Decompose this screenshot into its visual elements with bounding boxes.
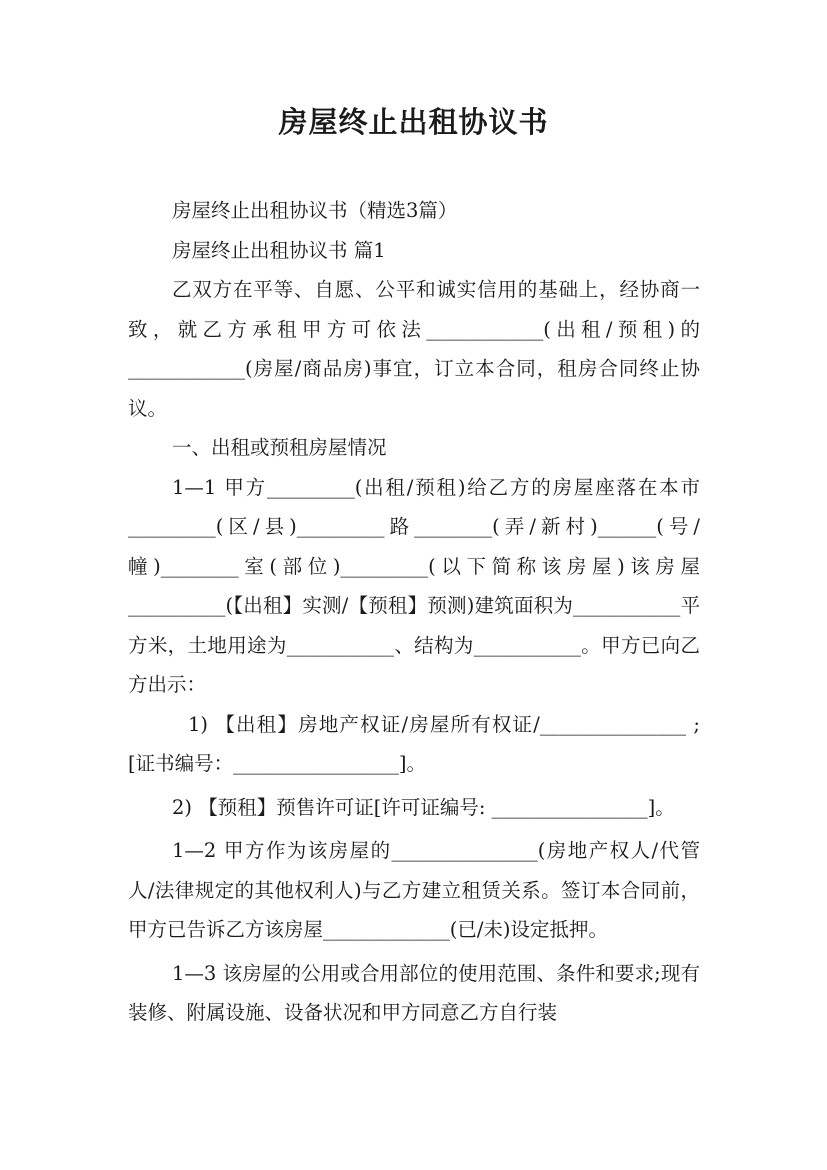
paragraph-item-2: 2) 【预租】预售许可证[许可证编号: ________________]。 <box>172 795 675 819</box>
paragraph-clause-1-1: 1—1 甲方_________(出租/预租)给乙方的房屋座落在本市_________(区/县)_________路________(弄/新村)______(号/幢)________室(部位)_________(以下简称该房屋)该房屋__________(【出租】实测/【预租】预测)建筑面积为___________平方米，土地用途为___________、结构为___________。甲方已向乙方出示： <box>128 475 700 696</box>
paragraph-clause-1-3: 1—3 该房屋的公用或合用部位的使用范围、条件和要求;现有装修、附属设施、设备状况和甲方同意乙方自行装 <box>128 961 700 1024</box>
document-title: 房屋终止出租协议书 <box>278 105 549 139</box>
paragraph-subtitle: 房屋终止出租协议书（精选3篇） <box>172 199 458 222</box>
paragraph-item-1: 1) 【出租】房地产权证/房屋所有权证/_______________ ;[证书编号：_________________]。 <box>128 712 700 775</box>
paragraph-clause-1-2: 1—2 甲方作为该房屋的_______________(房地产权人/代管人/法律规定的其他权利人)与乙方建立租赁关系。签订本合同前，甲方已告诉乙方该房屋_____________(已/未)设定抵押。 <box>128 839 700 941</box>
paragraph-intro: 乙双方在平等、自愿、公平和诚实信用的基础上，经协商一致，就乙方承租甲方可依法____________(出租/预租)的____________(房屋/商品房)事宜，订立本合同，租房合同终止协议。 <box>128 278 700 420</box>
document-body <box>128 191 700 1033</box>
paragraph-section-heading: 房屋终止出租协议书 篇1 <box>172 238 386 262</box>
paragraph-heading-1: 一、出租或预租房屋情况 <box>172 436 387 459</box>
